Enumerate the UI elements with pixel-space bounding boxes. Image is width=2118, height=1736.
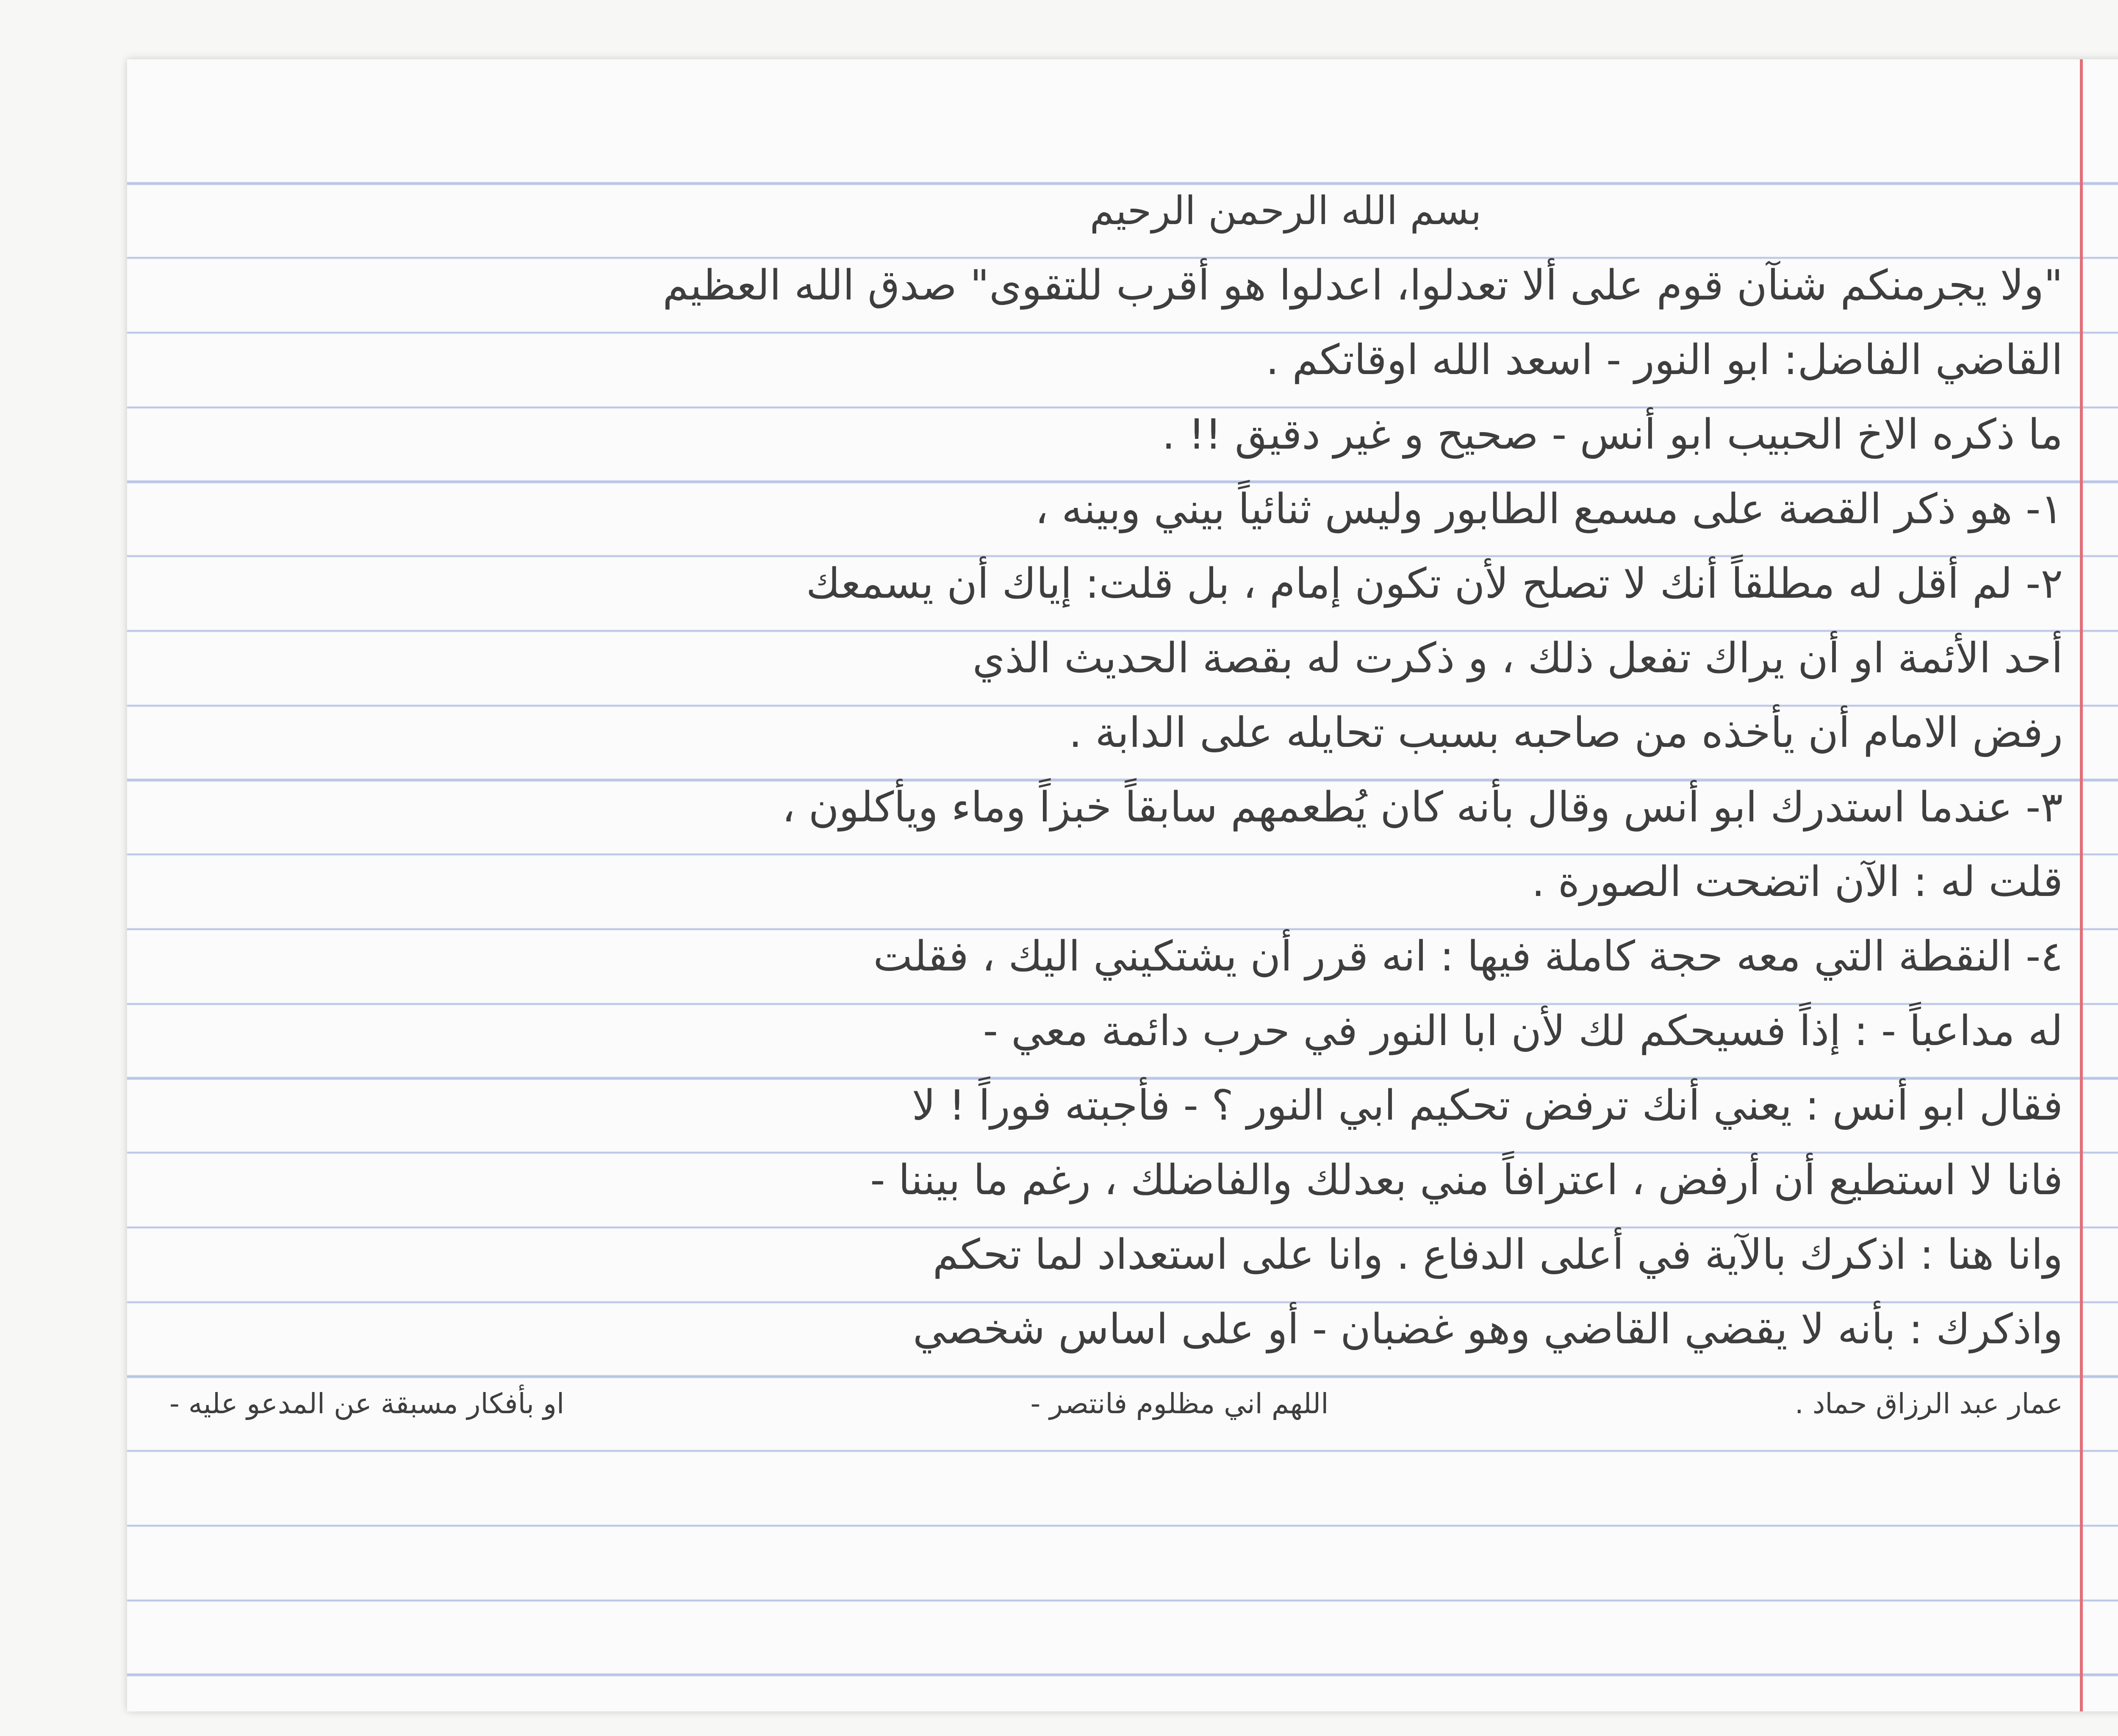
quran-verse-line: "ولا يجرمنكم شنآن قوم على ألا تعدلوا، اعدلوا هو أقرب للتقوى" صدق الله العظيم	[663, 261, 2063, 310]
basmala: بسم الله الرحمن الرحيم	[1089, 188, 1482, 233]
closing-line	[169, 1367, 2063, 1441]
reminder-continued-line: واذكرك : بأنه لا يقضي القاضي وهو غضبان - أو على اساس شخصي	[913, 1305, 2063, 1353]
point-2-line: ٢- لم أقل له مطلقاً أنك لا تصلح لأن تكون إمام ، بل قلت: إياك أن يسمعك	[806, 560, 2063, 608]
signature-name: عمار عبد الرزاق حماد .	[1794, 1387, 2063, 1420]
point-4-continued-line: له مداعباً - : إذاً فسيحكم لك لأن ابا النور في حرب دائمة معي -	[983, 1007, 2063, 1055]
intro-line: ما ذكره الاخ الحبيب ابو أنس - صحيح و غير دقيق !! .	[1162, 410, 2063, 459]
notebook-paper	[127, 59, 2118, 1711]
point-3-end-line: قلت له : الآن اتضحت الصورة .	[1531, 858, 2063, 906]
red-margin-line	[2080, 59, 2083, 1711]
reminder-line: وانا هنا : اذكرك بالآية في أعلى الدفاع . وانا على استعداد لما تحكم	[932, 1231, 2063, 1279]
point-4-line: ٤- النقطة التي معه حجة كاملة فيها : انه قرر أن يشتكيني اليك ، فقلت	[873, 932, 2063, 981]
point-3-line: ٣- عندما استدرك ابو أنس وقال بأنه كان يُطعمهم سابقاً خبزاً وماء ويأكلون ،	[782, 783, 2063, 832]
handwritten-letter	[169, 174, 2063, 1441]
salutation-line: القاضي الفاضل: ابو النور - اسعد الله اوقاتكم .	[1266, 336, 2063, 384]
point-1-line: ١- هو ذكر القصة على مسمع الطابور وليس ثنائياً بيني وبينه ،	[1035, 485, 2063, 533]
point-2-continued-line: أحد الأئمة او أن يراك تفعل ذلك ، و ذكرت له بقصة الحديث الذي	[972, 634, 2063, 682]
reply-continued-line: فانا لا استطيع أن أرفض ، اعترافاً مني بعدلك والفاضلك ، رغم ما بيننا -	[870, 1156, 2063, 1204]
prayer-text: اللهم اني مظلوم فانتصر -	[1030, 1387, 1329, 1420]
point-2-end-line: رفض الامام أن يأخذه من صاحبه بسبب تحايله على الدابة .	[1069, 709, 2063, 757]
closing-text: او بأفكار مسبقة عن المدعو عليه -	[169, 1387, 565, 1420]
reply-line: فقال ابو أنس : يعني أنك ترفض تحكيم ابي النور ؟ - فأجبته فوراً ! لا	[912, 1082, 2063, 1130]
